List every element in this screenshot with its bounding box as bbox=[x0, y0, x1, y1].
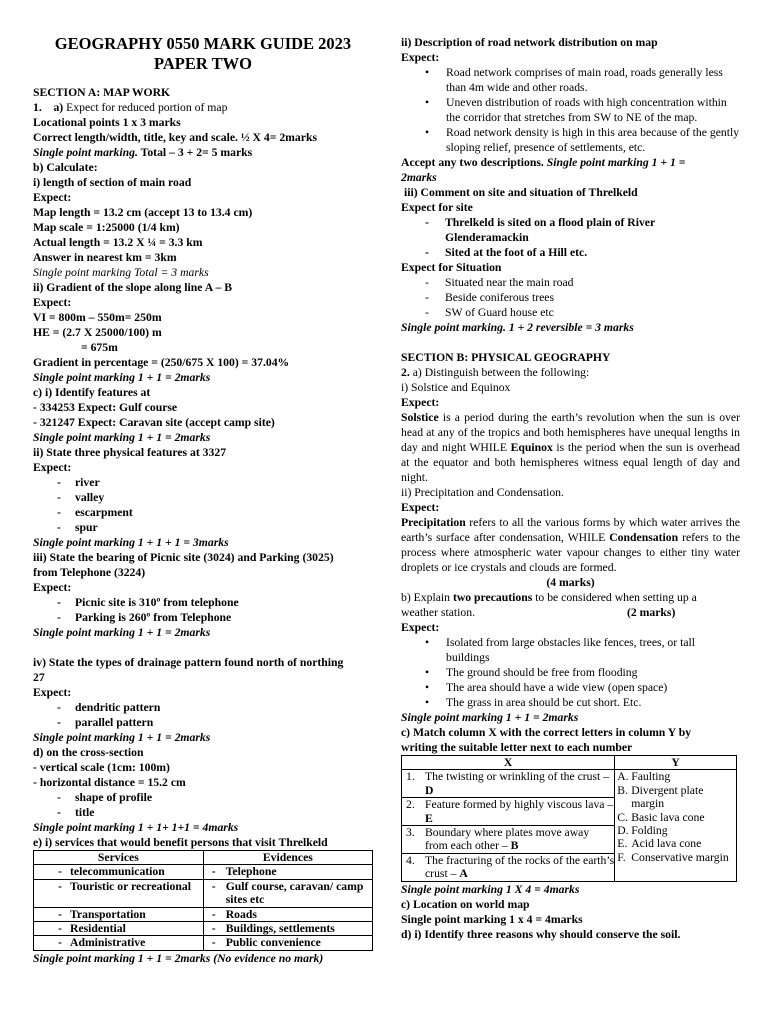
y-item-letter: E. bbox=[617, 837, 628, 851]
spm-label: Single point marking. bbox=[33, 146, 138, 159]
y-item-text: Acid lava cone bbox=[631, 837, 702, 851]
c-location-world-map: c) Location on world map bbox=[401, 897, 530, 911]
spm-total-5 bbox=[33, 145, 373, 160]
precipitation-text: refers to all the various forms by which water arrives the earth’s surface after condensation, WHILE bbox=[401, 516, 740, 544]
y-item bbox=[615, 811, 736, 824]
x-item-answer: D bbox=[425, 783, 434, 797]
x-item bbox=[402, 854, 614, 881]
vertical-scale: - vertical scale (1cm: 100m) bbox=[33, 761, 170, 774]
spm-2marks: Single point marking 1 + 1 = 2marks bbox=[33, 731, 211, 744]
expect-label: Expect: bbox=[401, 501, 440, 514]
y-item-letter: D. bbox=[617, 824, 629, 838]
x-item-text: Boundary where plates move away from each other – bbox=[425, 826, 590, 853]
expect-for-site: Expect for site bbox=[401, 201, 473, 214]
y-item-letter: A. bbox=[617, 770, 629, 784]
list-item: - shape of profile bbox=[33, 790, 373, 805]
y-item-letter: F. bbox=[617, 850, 626, 864]
list-item: - river bbox=[33, 475, 373, 490]
list-item: - title bbox=[33, 805, 373, 820]
table-cell: - Telephone bbox=[203, 865, 372, 879]
solstice-text: is a period during the earth’s revolution when the sun is over head at any of the tropics and both hemispheres have unequal lengths in day and night WHILE bbox=[401, 411, 740, 454]
doc-title: GEOGRAPHY 0550 MARK GUIDE 2023 bbox=[54, 34, 352, 53]
accept-text: Accept any two descriptions. bbox=[401, 156, 544, 169]
list-item: • The area should have a wide view (open space) bbox=[401, 680, 740, 695]
list-item: - spur bbox=[33, 520, 373, 535]
y-item-text: Folding bbox=[631, 824, 668, 838]
expect-label: Expect: bbox=[33, 581, 72, 594]
term-equinox: Equinox bbox=[510, 441, 553, 454]
table-header-row bbox=[34, 851, 373, 865]
y-item-text: Faulting bbox=[631, 770, 671, 784]
right-column bbox=[401, 0, 740, 942]
horizontal-distance: - horizontal distance = 15.2 cm bbox=[33, 776, 186, 789]
b-explain-line bbox=[401, 590, 740, 605]
x-item-text: The twisting or wrinkling of the crust – bbox=[425, 770, 610, 784]
x-item-number: 2. bbox=[406, 798, 415, 812]
y-item bbox=[615, 824, 736, 837]
iii-site-question: iii) Comment on site and situation of Threlkeld bbox=[404, 186, 638, 199]
list-item: - escarpment bbox=[33, 505, 373, 520]
accept-marks: 2marks bbox=[401, 171, 437, 184]
table-cell: - Administrative bbox=[34, 936, 204, 950]
table-cell: - Residential bbox=[34, 922, 204, 936]
list-item: - Sited at the foot of a Hill etc. bbox=[401, 245, 740, 260]
x-item-answer: B bbox=[510, 839, 519, 853]
he-value: HE = (2.7 X 25000/100) m bbox=[33, 326, 162, 339]
table-header-x: X bbox=[402, 756, 615, 770]
x-item bbox=[402, 826, 614, 854]
feature-caravan-site: - 321247 Expect: Caravan site (accept camp site) bbox=[33, 416, 275, 429]
spm-2marks: Single point marking 1 + 1 = 2marks bbox=[33, 626, 211, 639]
q2-number: 2. bbox=[401, 366, 410, 379]
x-item-number: 1. bbox=[406, 770, 415, 784]
bearing-parking: - Parking is 260º from Telephone bbox=[33, 610, 373, 625]
marks-4: (4 marks) bbox=[546, 576, 595, 589]
y-item-text: Basic lava cone bbox=[631, 810, 705, 824]
table-cell: - Buildings, settlements bbox=[203, 922, 372, 936]
table-header-y: Y bbox=[615, 756, 737, 770]
table-cell: - Roads bbox=[203, 907, 372, 921]
e-i-question: e) i) services that would benefit persons that visit Threlkeld bbox=[33, 836, 328, 849]
iv-question: iv) State the types of drainage pattern found north of northing bbox=[33, 656, 344, 669]
q1-a-text: Expect for reduced portion of map bbox=[63, 101, 228, 114]
expect-label: Expect: bbox=[401, 396, 440, 409]
table-row bbox=[34, 907, 373, 921]
table-row bbox=[34, 879, 373, 907]
x-item-text: The fracturing of the rocks of the earth’s crust – bbox=[425, 853, 615, 881]
x-item bbox=[402, 798, 614, 826]
x-item-number: 4. bbox=[406, 853, 415, 867]
list-item: - Beside coniferous trees bbox=[401, 290, 740, 305]
list-item: • Isolated from large obstacles like fences, trees, or tall buildings bbox=[401, 635, 740, 665]
q1-a-label: a) bbox=[53, 101, 64, 114]
b-explain-weather-station: weather station. bbox=[401, 606, 475, 619]
spm-4marks: Single point marking 1 X 4 = 4marks bbox=[401, 882, 580, 896]
q1-a-line bbox=[33, 100, 373, 115]
x-item bbox=[402, 770, 614, 798]
ii-road-network-question: ii) Description of road network distribution on map bbox=[401, 36, 658, 49]
d-i-question: d) i) Identify three reasons why should conserve the soil. bbox=[401, 927, 681, 941]
he-result: = 675m bbox=[81, 341, 118, 354]
x-item-answer: A bbox=[459, 867, 468, 881]
spm-2marks: Single point marking 1 + 1 = 2marks bbox=[33, 431, 211, 444]
b-ii-question: ii) Gradient of the slope along line A – B bbox=[33, 281, 233, 294]
precipitation-condensation-answer bbox=[401, 515, 740, 575]
column-x bbox=[402, 770, 615, 881]
list-item: - dendritic pattern bbox=[33, 700, 373, 715]
list-item: • The grass in area should be cut short. Etc. bbox=[401, 695, 740, 710]
y-item-text: Conservative margin bbox=[631, 850, 729, 864]
expect-label: Expect: bbox=[33, 191, 72, 204]
spm-total-value: Total – 3 + 2= 5 marks bbox=[137, 146, 253, 159]
x-item-number: 3. bbox=[406, 826, 415, 840]
match-table bbox=[401, 755, 737, 882]
equinox-text: is the period when the sun is overhead at the equator and both hemispheres witness equal length of day and night. bbox=[401, 441, 740, 484]
accept-two-descriptions bbox=[401, 155, 740, 170]
list-item: • Road network density is high in this area because of the gently sloping relief, presence of settlements, etc. bbox=[401, 125, 740, 155]
table-header: Evidences bbox=[203, 851, 372, 865]
term-condensation: Condensation bbox=[609, 531, 679, 544]
list-item: - valley bbox=[33, 490, 373, 505]
spm-final: Single point marking 1 + 1 = 2marks (No evidence no mark) bbox=[33, 951, 324, 965]
c-iii-question-cont: from Telephone (3224) bbox=[33, 566, 146, 579]
spm-total-3: Single point marking Total = 3 marks bbox=[33, 266, 209, 279]
list-item: - parallel pattern bbox=[33, 715, 373, 730]
locational-points: Locational points 1 x 3 marks bbox=[33, 116, 181, 129]
c-iii-question: iii) State the bearing of Picnic site (3024) and Parking (3025) bbox=[33, 551, 334, 564]
map-scale: Map scale = 1:25000 (1/4 km) bbox=[33, 221, 180, 234]
gradient-percentage: Gradient in percentage = (250/675 X 100) = 37.04% bbox=[33, 356, 290, 369]
table-cell: - telecommunication bbox=[34, 865, 204, 879]
b-explain-emphasis: two precautions bbox=[452, 591, 533, 604]
list-item: • Uneven distribution of roads with high concentration within the corridor that stretches from SW to NE of the map. bbox=[401, 95, 740, 125]
b-calculate: b) Calculate: bbox=[33, 161, 98, 174]
b-explain-c: to be considered when setting up a bbox=[532, 591, 697, 604]
y-item bbox=[615, 851, 736, 864]
d-cross-section: d) on the cross-section bbox=[33, 746, 144, 759]
c-ii-question: ii) State three physical features at 3327 bbox=[33, 446, 227, 459]
condensation-text: refers to the process where atmospheric water vapour changes to either tiny water droplets or ice crystals and clouds are formed. bbox=[401, 531, 741, 574]
expect-label: Expect: bbox=[401, 51, 440, 64]
expect-label: Expect: bbox=[33, 296, 72, 309]
list-item: - SW of Guard house etc bbox=[401, 305, 740, 320]
expect-label: Expect: bbox=[33, 686, 72, 699]
spm-4marks: Single point marking 1 + 1+ 1+1 = 4marks bbox=[33, 821, 239, 834]
section-b-heading: SECTION B: PHYSICAL GEOGRAPHY bbox=[401, 351, 611, 364]
x-item-answer: E bbox=[425, 811, 433, 825]
spm-reversible: Single point marking. 1 + 2 reversible = 3 marks bbox=[401, 321, 634, 334]
expect-for-situation: Expect for Situation bbox=[401, 261, 502, 274]
answer-km: Answer in nearest km = 3km bbox=[33, 251, 177, 264]
term-solstice: Solstice bbox=[401, 411, 439, 424]
b-i-question: i) length of section of main road bbox=[33, 176, 192, 189]
spm-2marks: Single point marking 1 + 1 = 2marks bbox=[33, 371, 211, 384]
b-explain-a: b) Explain bbox=[401, 591, 453, 604]
correct-length: Correct length/width, title, key and scale. ½ X 4= 2marks bbox=[33, 131, 317, 144]
y-item-letter: B. bbox=[617, 783, 628, 797]
y-item bbox=[615, 837, 736, 850]
left-column bbox=[33, 0, 373, 966]
vi-value: VI = 800m – 550m= 250m bbox=[33, 311, 162, 324]
actual-length: Actual length = 13.2 X ¼ = 3.3 km bbox=[33, 236, 203, 249]
spm-2marks: Single point marking 1 + 1 = 2marks bbox=[401, 711, 579, 724]
table-cell: - Touristic or recreational bbox=[34, 879, 204, 907]
y-item bbox=[615, 770, 736, 783]
spm-1x4: Single point marking 1 x 4 = 4marks bbox=[401, 912, 583, 926]
q2-ii: ii) Precipitation and Condensation. bbox=[401, 486, 564, 499]
c-i-question: c) i) Identify features at bbox=[33, 386, 151, 399]
c-match-question-cont: writing the suitable letter next to each number bbox=[401, 741, 633, 754]
solstice-equinox-answer bbox=[401, 410, 740, 485]
table-row bbox=[34, 922, 373, 936]
spm-3marks: Single point marking 1 + 1 + 1 = 3marks bbox=[33, 536, 229, 549]
bearing-picnic: - Picnic site is 310º from telephone bbox=[33, 595, 373, 610]
table-row bbox=[34, 865, 373, 879]
q1-number: 1. bbox=[33, 101, 42, 114]
iv-question-cont: 27 bbox=[33, 671, 45, 684]
list-item: - Threlkeld is sited on a flood plain of River Glenderamackin bbox=[401, 215, 740, 245]
y-item-letter: C. bbox=[617, 810, 628, 824]
list-item: - Situated near the main road bbox=[401, 275, 740, 290]
y-item bbox=[615, 784, 736, 811]
term-precipitation: Precipitation bbox=[401, 516, 466, 529]
expect-label: Expect: bbox=[401, 621, 440, 634]
accept-spm: Single point marking 1 + 1 = bbox=[543, 156, 686, 169]
y-item-text: Divergent plate margin bbox=[631, 783, 704, 811]
q2-line bbox=[401, 365, 740, 380]
marks-2: (2 marks) bbox=[627, 606, 676, 619]
table-header-row bbox=[402, 756, 737, 770]
q2-i: i) Solstice and Equinox bbox=[401, 381, 511, 394]
section-a-heading: SECTION A: MAP WORK bbox=[33, 86, 171, 99]
b-explain-line-2 bbox=[401, 605, 740, 620]
doc-subtitle: PAPER TWO bbox=[154, 54, 252, 73]
c-match-question: c) Match column X with the correct letters in column Y by bbox=[401, 726, 692, 739]
services-table bbox=[33, 850, 373, 951]
x-item-text: Feature formed by highly viscous lava – bbox=[425, 798, 614, 812]
list-item: • The ground should be free from flooding bbox=[401, 665, 740, 680]
list-item: • Road network comprises of main road, roads generally less than 4m wide and other roads. bbox=[401, 65, 740, 95]
table-cell: - Public convenience bbox=[203, 936, 372, 950]
table-cell: - Transportation bbox=[34, 907, 204, 921]
q2-text: a) Distinguish between the following: bbox=[409, 366, 590, 379]
table-cell: - Gulf course, caravan/ camp sites etc bbox=[203, 879, 372, 907]
table-header: Services bbox=[34, 851, 204, 865]
table-row bbox=[34, 936, 373, 950]
expect-label: Expect: bbox=[33, 461, 72, 474]
feature-gulf-course: - 334253 Expect: Gulf course bbox=[33, 401, 178, 414]
table-row bbox=[402, 770, 737, 881]
map-length: Map length = 13.2 cm (accept 13 to 13.4 cm) bbox=[33, 206, 253, 219]
column-y bbox=[615, 770, 737, 881]
